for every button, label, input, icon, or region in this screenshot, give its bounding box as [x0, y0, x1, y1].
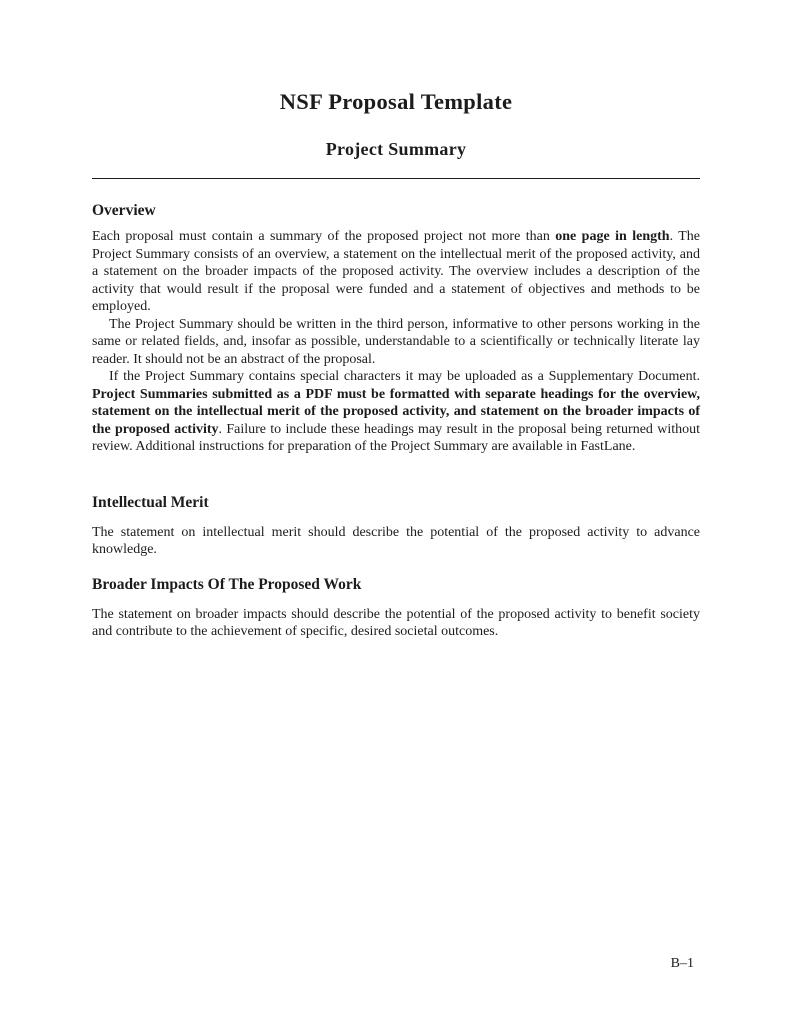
overview-paragraph-2: The Project Summary should be written in the third person, informative to other persons working in the same or related fields, and, insofar as possible, understandable to a scientifically or technically literate lay reader. It should not be an abstract of the proposal. — [92, 316, 700, 367]
overview-p1-run-1: Each proposal must contain a summary of the proposed project not more than — [92, 229, 556, 245]
broader-impacts-paragraph: The statement on broader impacts should describe the potential of the proposed activity to benefit society and contribute to the achievement of specific, desired societal outcomes. — [92, 606, 700, 640]
overview-heading: Overview — [92, 201, 156, 219]
section-intellectual-merit — [92, 494, 700, 559]
section-broader-impacts — [92, 576, 700, 641]
broader-impacts-heading: Broader Impacts Of The Proposed Work — [92, 575, 362, 593]
overview-paragraph-1 — [92, 228, 700, 316]
overview-p1-bold-run: one page in length — [555, 229, 670, 245]
title-rule — [92, 178, 700, 179]
section-overview — [92, 202, 700, 456]
overview-p1-run-3: . The Project Summary consists of an overview, a statement on the intellectual merit of the proposed activity, and a statement on the broader impacts of the proposed activity. The overview includes a description of the activity that would result if the proposal were funded and a statement of objectives and methods to be employed. — [92, 229, 701, 315]
overview-paragraph-3 — [92, 368, 700, 456]
document-title: NSF Proposal Template — [279, 89, 513, 114]
overview-p3-run-1: If the Project Summary contains special characters it may be uploaded as a Supplementary Document. — [109, 369, 700, 385]
intellectual-merit-heading: Intellectual Merit — [92, 493, 209, 511]
overview-p3-bold-run: Project Summaries submitted as a PDF must be formatted with separate headings for the overview, statement on the intellectual merit of the proposed activity, and statement on the broader impacts of the proposed activity — [92, 386, 700, 437]
page-number: B–1 — [670, 956, 694, 971]
document-subtitle: Project Summary — [325, 139, 467, 159]
intellectual-merit-paragraph: The statement on intellectual merit should describe the potential of the proposed activity to advance knowledge. — [92, 524, 700, 558]
text-block — [92, 0, 700, 641]
overview-p3-run-3: . Failure to include these headings may result in the proposal being returned without review. Additional instructions for preparation of the Project Summary are available in FastLane. — [92, 421, 700, 455]
